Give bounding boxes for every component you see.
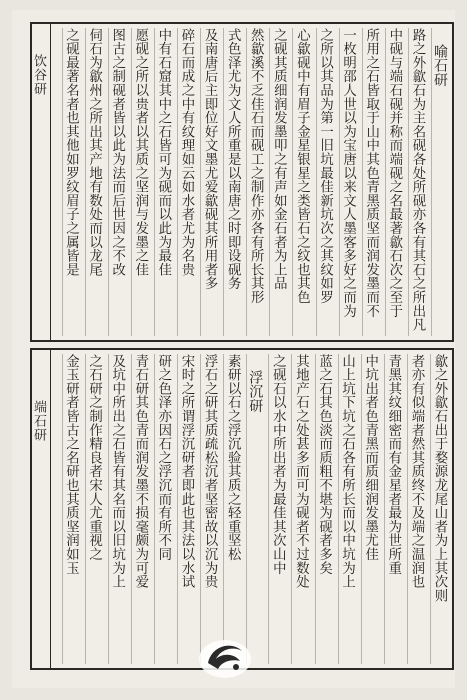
text-column: 伺石为歙州之所出其产地有数处而以龙尾 bbox=[85, 28, 103, 336]
top-text-area bbox=[54, 28, 448, 336]
text-column: 及南唐后主即位好文墨尤爱歙砚其所用者多 bbox=[200, 28, 218, 336]
top-heading: 喻石研 bbox=[431, 28, 448, 336]
bottom-panel bbox=[30, 348, 454, 670]
text-column: 中坑出者色青黑而质细润发墨尤佳 bbox=[361, 354, 379, 664]
text-column: 心歙砚中有眉子金星银星之类皆石之纹也其色 bbox=[292, 28, 310, 336]
bottom-margin-label: 端石研 bbox=[31, 400, 46, 442]
text-column: 其地产石之处甚多而可为砚者不过数处 bbox=[291, 354, 309, 664]
text-column: 之砚石以水中所出者为最佳其次山中 bbox=[268, 354, 286, 664]
top-margin-label: 饮谷研 bbox=[31, 54, 46, 96]
text-column: 研之色泽亦因石之浮沉而有所不同 bbox=[154, 354, 172, 664]
text-column: 图古之制砚者皆以此为法而后世因之不改 bbox=[108, 28, 126, 336]
bottom-margin-strip bbox=[32, 350, 51, 668]
text-column: 山上坑下坑之石各有所长而以中坑为上 bbox=[338, 354, 356, 664]
text-column: 者亦有似端者然其质终不及端之温润也 bbox=[407, 354, 425, 664]
text-column: 路之外歙石为主名砚各处所砚亦各有其石之所出凡 bbox=[408, 28, 426, 336]
text-column: 宋时之所谓浮沉研者即此也其法以水试 bbox=[177, 354, 195, 664]
text-column: 金玉研者皆古之名研也其质坚润如玉 bbox=[62, 354, 80, 664]
text-column: 式色泽尤为文人所重是以南唐之时即设砚务 bbox=[223, 28, 241, 336]
scanned-page bbox=[12, 10, 455, 688]
text-column: 然歙溪不乏佳石而砚工之制作亦各有所长其形 bbox=[246, 28, 264, 336]
text-column: 歙之外歙石出于婺源龙尾山者为上其次则 bbox=[430, 354, 448, 664]
text-column: 之砚其质细润发墨叩之有声如金石者为上品 bbox=[269, 28, 287, 336]
publisher-watermark-logo bbox=[196, 633, 254, 681]
text-column: 碎石而成之中有纹理如云如水者尤为名贵 bbox=[177, 28, 195, 336]
text-column: 之所以其品为第一旧坑最佳新坑次之其纹如罗 bbox=[316, 28, 334, 336]
text-column: 及坑中所出之石皆有其名而以旧坑为上 bbox=[108, 354, 126, 664]
text-column: 所用之石皆取于山中其色青黑质坚而润发墨而不 bbox=[362, 28, 380, 336]
text-column: 素研以石之浮沉验其质之轻重坚松 bbox=[223, 354, 241, 664]
top-margin-strip bbox=[32, 24, 51, 340]
text-column: 之砚最著名者也其他如罗纹眉子之属皆是 bbox=[62, 28, 80, 336]
bottom-text-area bbox=[54, 354, 448, 664]
text-column: 青石研其色青而润发墨不损毫颇为可爱 bbox=[131, 354, 149, 664]
text-column: 中砚与端石砚并称而端砚之名最著歙石次之至于 bbox=[385, 28, 403, 336]
text-column: 一枚明邵人世以为宝唐以来文人墨客多好之而为 bbox=[339, 28, 357, 336]
text-column: 愿砚之所以贵者以其质之坚润与发墨之佳 bbox=[131, 28, 149, 336]
text-column: 之石研之制作精良者宋人尤重视之 bbox=[85, 354, 103, 664]
bottom-heading: 浮沉研 bbox=[246, 354, 263, 664]
text-column: 中有石窟其中之石皆可为砚而以此为最佳 bbox=[154, 28, 172, 336]
top-panel bbox=[30, 22, 454, 342]
text-column: 青黑其纹细密而有金星者最为世所重 bbox=[384, 354, 402, 664]
text-column: 浮石之研其质疏松沉者坚密故以沉为贵 bbox=[200, 354, 218, 664]
text-column: 蓝之石其色淡而质粗不堪为砚者多矣 bbox=[315, 354, 333, 664]
